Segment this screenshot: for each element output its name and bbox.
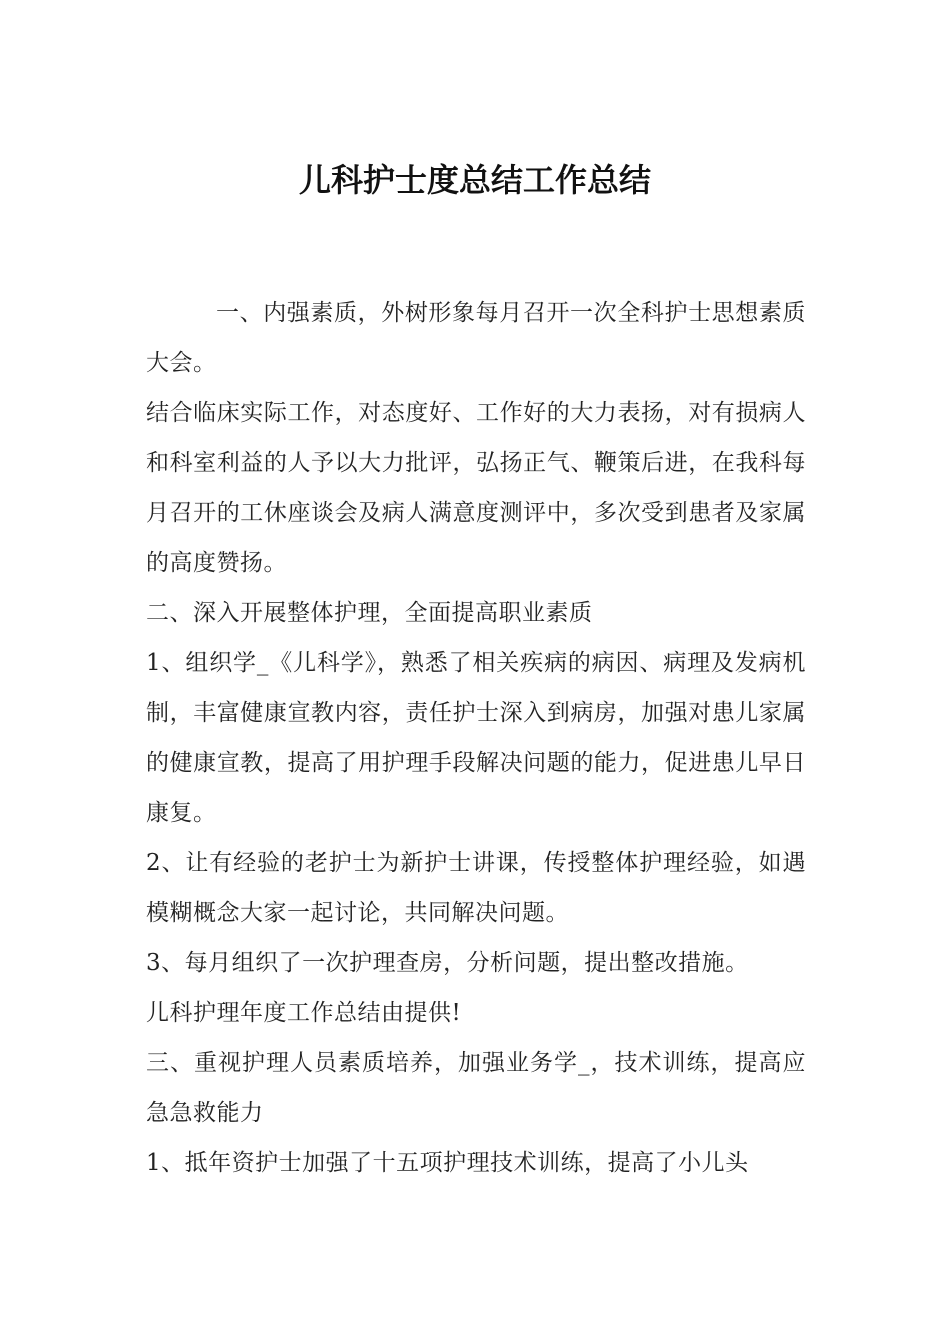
document-body xyxy=(146,288,806,1188)
paragraph: 3、每月组织了一次护理查房，分析问题，提出整改措施。 xyxy=(146,950,749,976)
paragraph: 1、抵年资护士加强了十五项护理技术训练，提高了小儿头 xyxy=(146,1150,749,1176)
paragraph-section-2: 二、深入开展整体护理，全面提高职业素质 xyxy=(146,600,593,626)
paragraph: 儿科护理年度工作总结由提供! xyxy=(146,1000,462,1026)
document-title: 儿科护士度总结工作总结 xyxy=(298,161,651,199)
paragraph-section-1: 一、内强素质，外树形象每月召开一次全科护士思想素质大会。 xyxy=(146,300,806,376)
paragraph: 1、组织学_《儿科学》，熟悉了相关疾病的病因、病理及发病机制，丰富健康宣教内容，责任护士深入到病房，加强对患儿家属的健康宣教，提高了用护理手段解决问题的能力，促进患儿早日康复。 xyxy=(146,650,806,826)
paragraph-section-3: 三、重视护理人员素质培养，加强业务学_，技术训练，提高应急急救能力 xyxy=(146,1050,806,1126)
paragraph: 结合临床实际工作，对态度好、工作好的大力表扬，对有损病人和科室利益的人予以大力批评，弘扬正气、鞭策后进，在我科每月召开的工休座谈会及病人满意度测评中，多次受到患者及家属的高度赞扬。 xyxy=(146,400,806,576)
paragraph: 2、让有经验的老护士为新护士讲课，传授整体护理经验，如遇模糊概念大家一起讨论，共同解决问题。 xyxy=(146,850,806,926)
